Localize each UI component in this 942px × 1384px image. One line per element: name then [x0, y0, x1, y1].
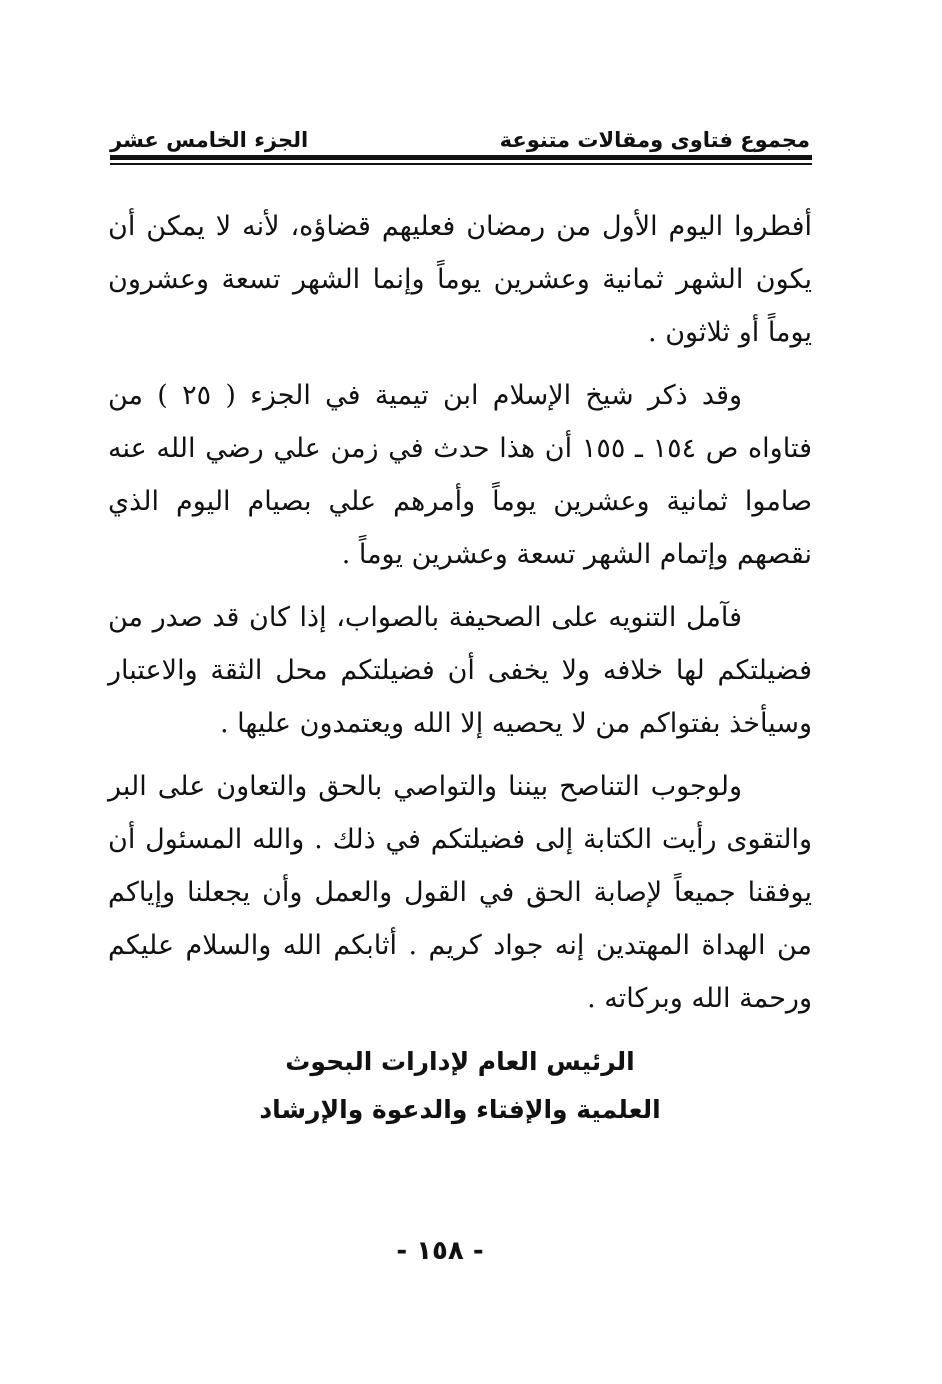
body-text — [108, 200, 812, 1035]
paragraph-2: وقد ذكر شيخ الإسلام ابن تيمية في الجزء ( ٢٥ ) من فتاواه ص ١٥٤ ـ ١٥٥ أن هذا حدث في زمن علي رضي الله عنه صاموا ثمانية وعشرين يوماً وأمرهم علي بصيام اليوم الذي نقصهم وإتمام الشهر تسعة وعشرين يوماً . — [108, 380, 813, 570]
running-header — [110, 112, 810, 152]
book-title: مجموع فتاوى ومقالات متنوعة — [499, 128, 810, 152]
header-rule-thin — [110, 163, 812, 165]
paragraph-3: فآمل التنويه على الصحيفة بالصواب، إذا كان قد صدر من فضيلتكم لها خلافه ولا يخفى أن فضيلتكم محل الثقة والاعتبار وسيأخذ بفتواكم من لا يحصيه إلا الله ويعتمدون عليها . — [108, 602, 812, 739]
paragraph-4: ولوجوب التناصح بيننا والتواصي بالحق والتعاون على البر والتقوى رأيت الكتابة إلى فضيلتكم في ذلك . والله المسئول أن يوفقنا جميعاً لإصابة الحق في القول والعمل وأن يجعلنا وإياكم من الهداة المهتدين إنه جواد كريم . أثابكم الله والسلام عليكم ورحمة الله وبركاته . — [108, 771, 812, 1014]
page-number: - ١٥٨ - — [396, 1236, 484, 1266]
paragraph-1: أفطروا اليوم الأول من رمضان فعليهم قضاؤه، لأنه لا يمكن أن يكون الشهر ثمانية وعشرين يوماً وإنما الشهر تسعة وعشرون يوماً أو ثلاثون . — [108, 211, 812, 348]
header-rule-thick — [110, 155, 812, 160]
volume-label: الجزء الخامس عشر — [110, 128, 309, 152]
signature-line-1: الرئيس العام لإدارات البحوث — [285, 1047, 635, 1076]
signature-block — [200, 1038, 720, 1134]
signature-line-2: العلمية والإفتاء والدعوة والإرشاد — [259, 1095, 661, 1124]
